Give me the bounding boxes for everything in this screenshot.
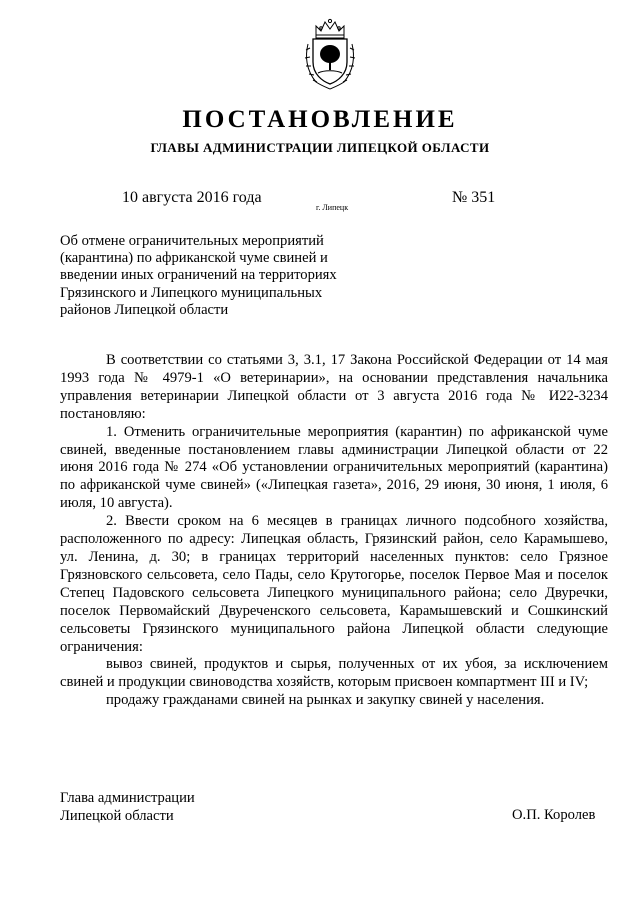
subject-line: (карантина) по африканской чуме свиней и (60, 250, 328, 267)
body-paragraph-preamble: В соответствии со статьями 3, 3.1, 17 Закона Российской Федерации от 14 мая 1993 года № 4979-1 «О ветеринарии», на основании представления начальника управления ветеринарии Липецкой области от 3 августа 2016 года № И22-3234 постановляю: (60, 352, 608, 422)
signature-block (60, 789, 195, 825)
body-paragraph-restriction-2: продажу гражданами свиней на рынках и закупку свиней у населения. (106, 692, 545, 709)
document-body (60, 352, 608, 710)
body-paragraph-item-1: 1. Отменить ограничительные мероприятия (карантин) по африканской чуме свиней, введенные постановлением главы администрации Липецкой области от 22 июня 2016 года № 274 «Об установлении ограничительных мероприятий (карантина) по африканской чуме свиней» («Липецкая газета», 2016, 29 июня, 30 июня, 1 июля, 6 июля, 10 августа). (60, 423, 608, 512)
subject-line: Об отмене ограничительных мероприятий (60, 233, 324, 249)
document-subtitle: ГЛАВЫ АДМИНИСТРАЦИИ ЛИПЕЦКОЙ ОБЛАСТИ (150, 140, 490, 155)
coat-of-arms-icon (302, 18, 358, 90)
document-city: г. Липецк (316, 203, 349, 212)
body-paragraph-item-2: 2. Ввести сроком на 6 месяцев в границах личного подсобного хозяйства, расположенного по адресу: Липецкая область, Грязинский район, село Карамышево, ул. Ленина, д. 30; в границах территорий населенных пунктов: село Грязное Грязновского сельсовета, село Пады, село Крутогорье, поселок Первое Мая и поселок Степец Падовского сельсовета Липецкого муниципального района; село Двуречки, поселок Первомайский Двуреченского сельсовета, Карамышевский и Сошкинский сельсоветы Грязинского муниципального района Липецкой области следующие ограничения: (60, 513, 608, 655)
signature-position-line2: Липецкой области (60, 808, 174, 824)
body-paragraph-restriction-1: вывоз свиней, продуктов и сырья, полученных от их убоя, за исключением свиней и продукции свиноводства хозяйств, которым присвоен компартмент III и IV; (60, 656, 608, 691)
subject-line: Грязинского и Липецкого муниципальных (60, 284, 323, 301)
document-subject (60, 233, 380, 319)
document-date: 10 августа 2016 года (122, 189, 262, 206)
signer-name: О.П. Королев (512, 807, 596, 823)
document-title: ПОСТАНОВЛЕНИЕ (182, 106, 458, 133)
subject-line: введении иных ограничений на территориях (60, 267, 337, 284)
subject-line: районов Липецкой области (60, 301, 229, 318)
document-number: № 351 (452, 189, 496, 206)
signature-position-line1: Глава администрации (60, 790, 195, 806)
